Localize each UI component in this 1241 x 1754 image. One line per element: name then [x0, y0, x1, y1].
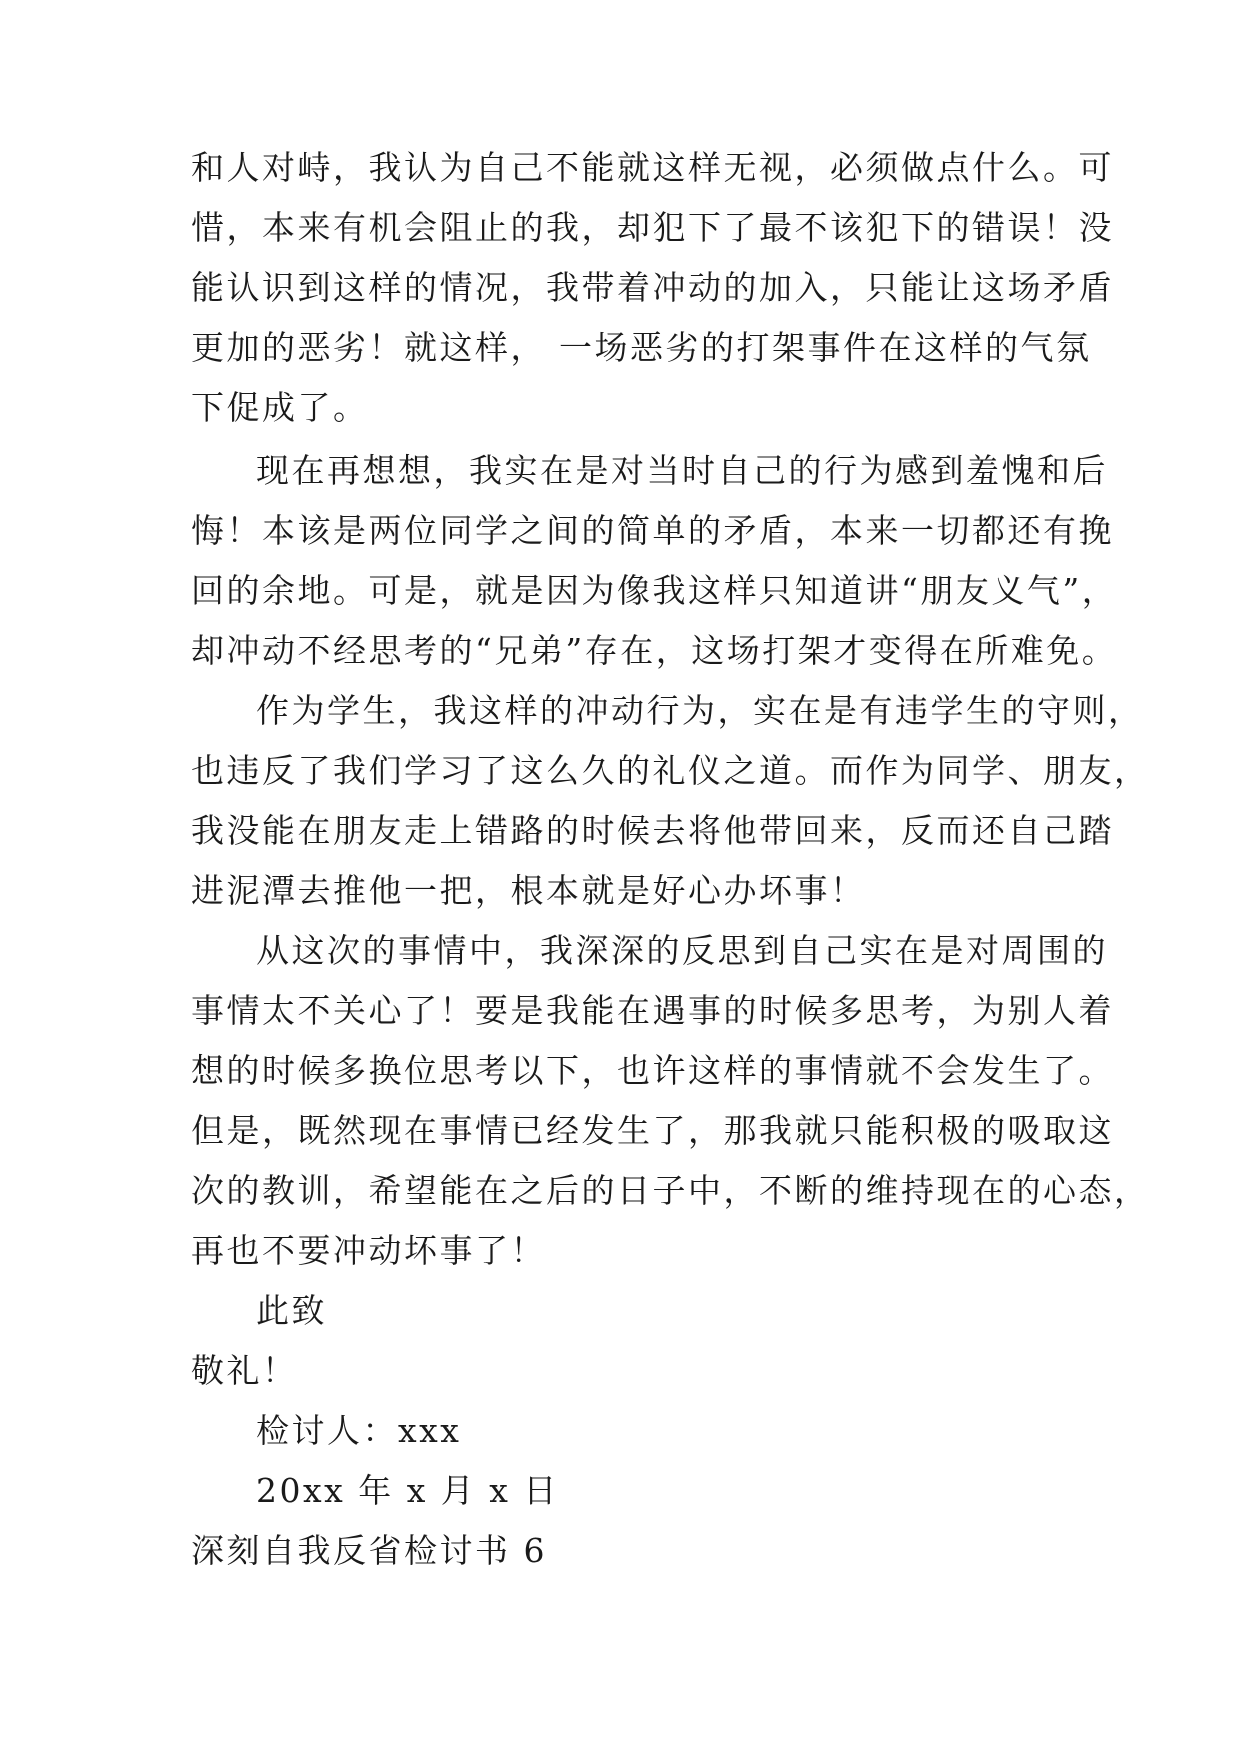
- body-line: 进泥潭去推他一把，根本就是好心办坏事！: [191, 871, 866, 910]
- signer-line: 检讨人：xxx: [256, 1411, 462, 1450]
- body-line: 却冲动不经思考的“兄弟”存在，这场打架才变得在所难免。: [191, 631, 1118, 670]
- body-line: 再也不要冲动坏事了！: [191, 1231, 546, 1270]
- paragraph-first-line: 现在再想想，我实在是对当时自己的行为感到羞愧和后: [256, 451, 1108, 490]
- closing-salutation: 此致: [256, 1291, 327, 1330]
- next-section-title: 深刻自我反省检讨书 6: [191, 1531, 547, 1570]
- body-line: 也违反了我们学习了这么久的礼仪之道。而作为同学、朋友，: [191, 751, 1150, 790]
- date-line: 20xx 年 x 月 x 日: [256, 1471, 559, 1510]
- body-line: 和人对峙，我认为自己不能就这样无视，必须做点什么。可: [191, 148, 1114, 187]
- body-line: 我没能在朋友走上错路的时候去将他带回来，反而还自己踏: [191, 811, 1114, 850]
- body-line: 次的教训，希望能在之后的日子中，不断的维持现在的心态，: [191, 1171, 1150, 1210]
- paragraph-first-line: 从这次的事情中，我深深的反思到自己实在是对周围的: [256, 931, 1108, 970]
- body-line: 回的余地。可是，就是因为像我这样只知道讲“朋友义气”，: [191, 571, 1118, 610]
- body-line: 下促成了。: [191, 388, 369, 427]
- paragraph-first-line: 作为学生，我这样的冲动行为，实在是有违学生的守则，: [256, 691, 1144, 730]
- closing-regards: 敬礼！: [191, 1351, 298, 1390]
- body-line: 惜，本来有机会阻止的我，却犯下了最不该犯下的错误！没: [191, 208, 1114, 247]
- body-line: 能认识到这样的情况，我带着冲动的加入，只能让这场矛盾: [191, 268, 1114, 307]
- body-line: 事情太不关心了！要是我能在遇事的时候多思考，为别人着: [191, 991, 1114, 1030]
- body-line: 更加的恶劣！就这样， 一场恶劣的打架事件在这样的气氛: [191, 328, 1092, 367]
- body-line: 想的时候多换位思考以下，也许这样的事情就不会发生了。: [191, 1051, 1114, 1090]
- body-line: 悔！本该是两位同学之间的简单的矛盾，本来一切都还有挽: [191, 511, 1114, 550]
- body-line: 但是，既然现在事情已经发生了，那我就只能积极的吸取这: [191, 1111, 1114, 1150]
